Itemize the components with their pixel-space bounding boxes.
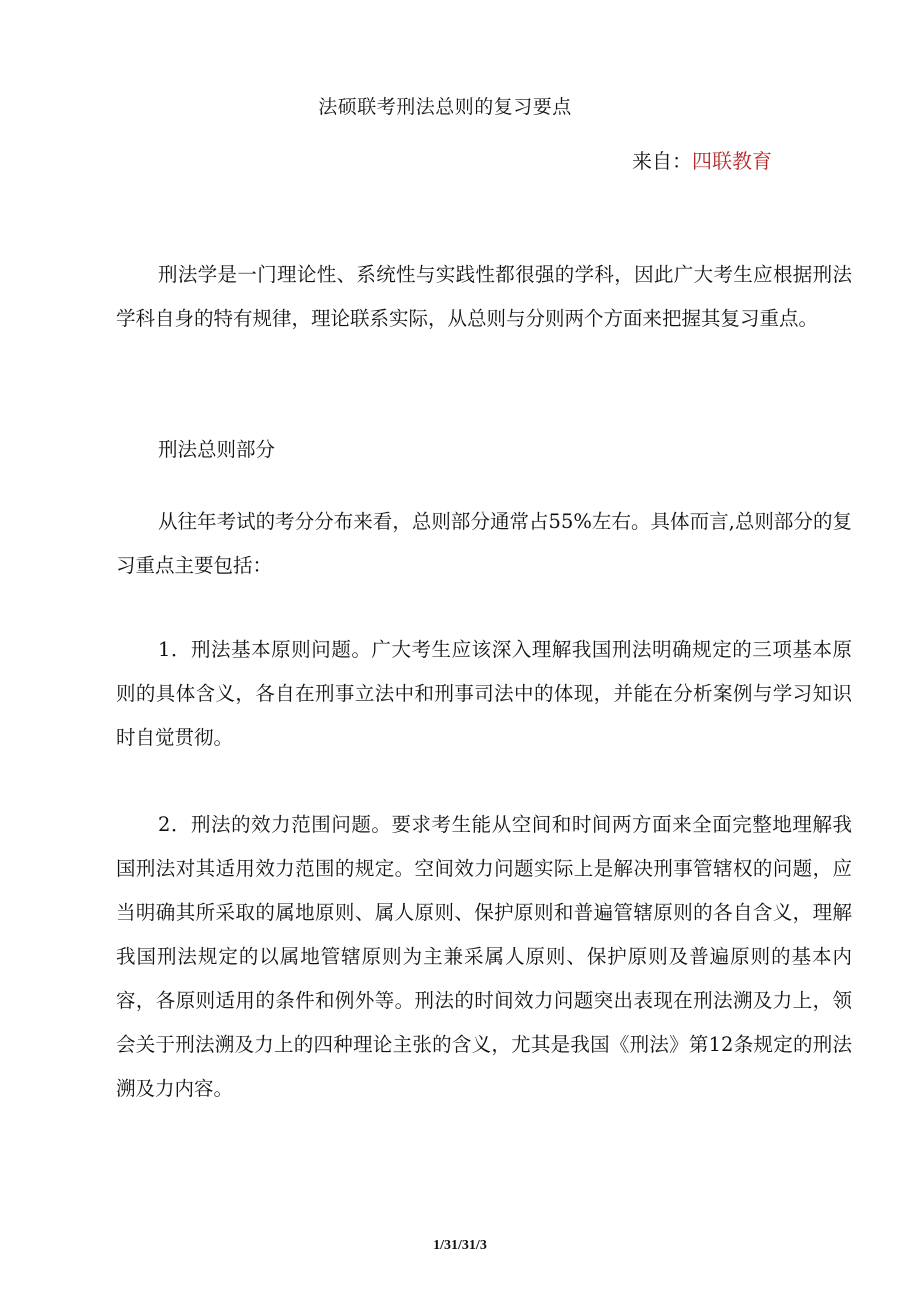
source-line [632,146,772,176]
section-heading: 刑法总则部分 [158,438,276,461]
document-title: 法硕联考刑法总则的复习要点 [318,96,572,118]
source-label: 来自： [632,149,692,173]
intro-paragraph: 刑法学是一门理论性、系统性与实践性都很强的学科，因此广大考生应根据刑法学科自身的特有规律，理论联系实际，从总则与分则两个方面来把握其复习重点。 [116,263,852,330]
score-distribution-paragraph: 从往年考试的考分分布来看，总则部分通常占55%左右。具体而言,总则部分的复习重点主要包括： [116,510,852,577]
page-number: 1/31/31/3 [433,1238,487,1253]
point-2-paragraph: 2．刑法的效力范围问题。要求考生能从空间和时间两方面来全面完整地理解我国刑法对其适用效力范围的规定。空间效力问题实际上是解决刑事管辖权的问题，应当明确其所采取的属地原则、属人原则、保护原则和普遍管辖原则的各自含义，理解我国刑法规定的以属地管辖原则为主兼采属人原则、保护原则及普遍原则的基本内容，各原则适用的条件和例外等。刑法的时间效力问题突出表现在刑法溯及力上，领会关于刑法溯及力上的四种理论主张的含义，尤其是我国《刑法》第12条规定的刑法溯及力内容。 [116,813,852,1100]
point-1-paragraph: 1．刑法基本原则问题。广大考生应该深入理解我国刑法明确规定的三项基本原则的具体含义，各自在刑事立法中和刑事司法中的体现，并能在分析案例与学习知识时自觉贯彻。 [116,638,852,749]
source-name: 四联教育 [692,149,772,173]
